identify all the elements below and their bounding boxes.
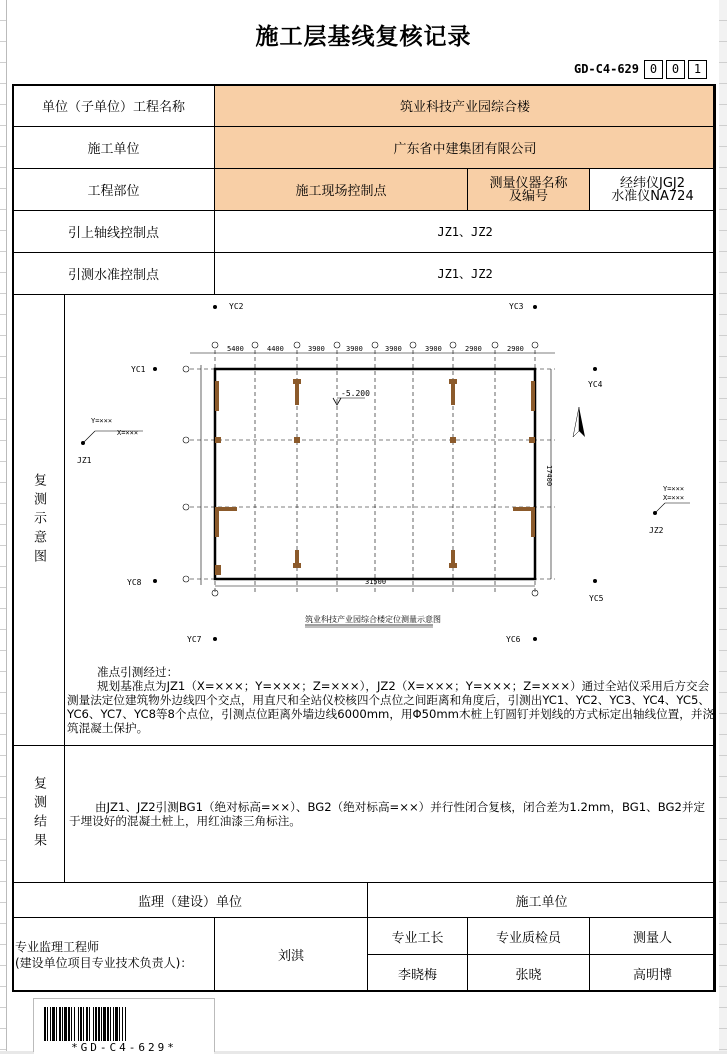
barcode-bar: [101, 1007, 102, 1041]
dim-label: 3900: [425, 345, 442, 353]
code-box[interactable]: 0: [666, 60, 685, 79]
barcode-bar: [80, 1007, 82, 1041]
surveyor-signature[interactable]: 高明博: [590, 955, 716, 992]
level-control-value[interactable]: JZ1、JZ2: [215, 253, 716, 295]
barcode-bar: [98, 1007, 100, 1041]
jz1-y-label: Y=×××: [91, 417, 113, 425]
barcode-bar: [113, 1007, 114, 1041]
dim-label: 3900: [385, 345, 402, 353]
jz2-label: JZ2: [649, 526, 664, 535]
dim-bottom-label: 31500: [365, 578, 387, 586]
barcode-bar: [47, 1007, 48, 1041]
dim-label: 3900: [346, 345, 363, 353]
point-label: YC7: [187, 635, 202, 644]
table-frame: [12, 84, 715, 992]
barcode-bar: [68, 1007, 70, 1041]
barcode-bar: [64, 1007, 67, 1041]
point-label: YC2: [229, 302, 244, 311]
jz1-x-label: X=×××: [117, 429, 139, 437]
code-box[interactable]: 0: [644, 60, 663, 79]
jz2-x-label: X=×××: [663, 494, 685, 502]
jz2-y-label: Y=×××: [663, 485, 685, 493]
contractor-label: 施工单位: [13, 127, 215, 169]
foreman-label: 专业工长: [368, 918, 468, 955]
barcode-bar: [50, 1007, 51, 1041]
instrument-value-line: 水准仪NA724: [611, 188, 694, 204]
point-label: YC5: [589, 594, 604, 603]
point-label: YC6: [506, 635, 521, 644]
barcode-bar: [56, 1007, 57, 1041]
level-control-label: 引测水准控制点: [13, 253, 215, 295]
barcode-bar: [93, 1007, 94, 1041]
form-code: [574, 59, 707, 79]
barcode-bar: [115, 1007, 118, 1041]
foreman-signature[interactable]: 李晓梅: [368, 955, 468, 992]
barcode-bar: [110, 1007, 111, 1041]
instrument-label-line: 测量仪器名称: [489, 175, 568, 191]
page-title: 施工层基线复核记录: [255, 24, 472, 50]
result-label-text: 复测结果: [31, 776, 46, 852]
result-text: 由JZ1、JZ2引测BG1（绝对标高=××）、BG2（绝对标高=××）并行性闭合复核，闭合差为1.2mm，BG1、BG2并定于埋设好的混凝土桩上，用红油漆三角标注。: [69, 800, 706, 828]
surveyor-label: 测量人: [590, 918, 716, 955]
caption-text: 筑业科技产业园综合楼定位测量示意图: [305, 615, 441, 624]
barcode-text: *GD-C4-629*: [34, 1041, 214, 1054]
barcode-bar: [122, 1007, 123, 1041]
dim-label: 2900: [507, 345, 524, 353]
instrument-label-line: 及编号: [509, 188, 549, 204]
point-label: YC1: [131, 365, 146, 374]
barcode-bar: [74, 1007, 75, 1041]
diagram-label-text: 复测示意图: [31, 472, 46, 568]
part-value[interactable]: 施工现场控制点: [215, 169, 468, 211]
part-label: 工程部位: [13, 169, 215, 211]
barcode-bar: [107, 1007, 109, 1041]
barcode-bar: [95, 1007, 97, 1041]
barcode-bar: [78, 1007, 79, 1041]
barcode-bar: [119, 1007, 120, 1041]
column-strip: [719, 0, 727, 1051]
point-label: YC4: [588, 380, 603, 389]
engineer-label-line: (建设单位项目专业技术负责人)：: [15, 955, 193, 970]
axis-control-label: 引上轴线控制点: [13, 211, 215, 253]
barcode-bars: [44, 1007, 204, 1043]
barcode-bar: [44, 1007, 46, 1041]
barcode-bar: [103, 1007, 106, 1041]
point-label: YC8: [127, 578, 142, 587]
inspector-label: 专业质检员: [468, 918, 590, 955]
note-title: 准点引测经过：: [97, 665, 179, 679]
barcode-bar: [71, 1007, 72, 1041]
barcode: [33, 998, 215, 1052]
instrument-value-line: 经纬仪JGJ2: [620, 175, 686, 191]
engineer-signature[interactable]: 刘淇: [215, 918, 368, 992]
note-body[interactable]: 规划基准点为JZ1（X=×××；Y=×××；Z=×××），JZ2（X=×××；Y=×××；Z=×××）通过全站仪采用后方交会测量法定位建筑物外边线四个交点，用直尺和全站仪校核四个点位之间距离和角度后，引测出YC1、YC2、YC3、YC4、YC5、YC6、YC7、YC8等8个点位，引测点位距离外墙边线6000mm，用Φ50mm木桩上钉圆钉并划线的方式标定出轴线位置，并浇筑混凝土保护。: [67, 679, 715, 735]
barcode-bar: [86, 1007, 88, 1041]
engineer-label-line: 专业监理工程师: [15, 939, 100, 954]
supervisor-unit-label: 监理（建设）单位: [13, 883, 368, 918]
point-label: YC3: [509, 302, 524, 311]
project-name-value[interactable]: 筑业科技产业园综合楼: [215, 85, 716, 127]
barcode-bar: [83, 1007, 84, 1041]
axis-control-value[interactable]: JZ1、JZ2: [215, 211, 716, 253]
dim-right-label: 17400: [545, 465, 553, 487]
dim-label: 4400: [267, 345, 284, 353]
barcode-bar: [59, 1007, 61, 1041]
form-code-label: GD-C4-629: [573, 62, 639, 76]
level-mark-label: -5.200: [341, 389, 370, 398]
barcode-bar: [52, 1007, 55, 1041]
contractor-unit-label: 施工单位: [368, 883, 716, 918]
jz1-label: JZ1: [77, 456, 92, 465]
barcode-bar: [125, 1007, 126, 1041]
barcode-bar: [62, 1007, 63, 1041]
contractor-value[interactable]: 广东省中建集团有限公司: [215, 127, 716, 169]
code-box[interactable]: 1: [688, 60, 707, 79]
dim-label: 3900: [308, 345, 325, 353]
barcode-bar: [89, 1007, 90, 1041]
project-name-label: 单位（子单位）工程名称: [13, 85, 215, 127]
dim-label: 2900: [465, 345, 482, 353]
row-header-strip: [0, 0, 7, 1051]
inspector-signature[interactable]: 张晓: [468, 955, 590, 992]
dim-label: 5400: [227, 345, 244, 353]
